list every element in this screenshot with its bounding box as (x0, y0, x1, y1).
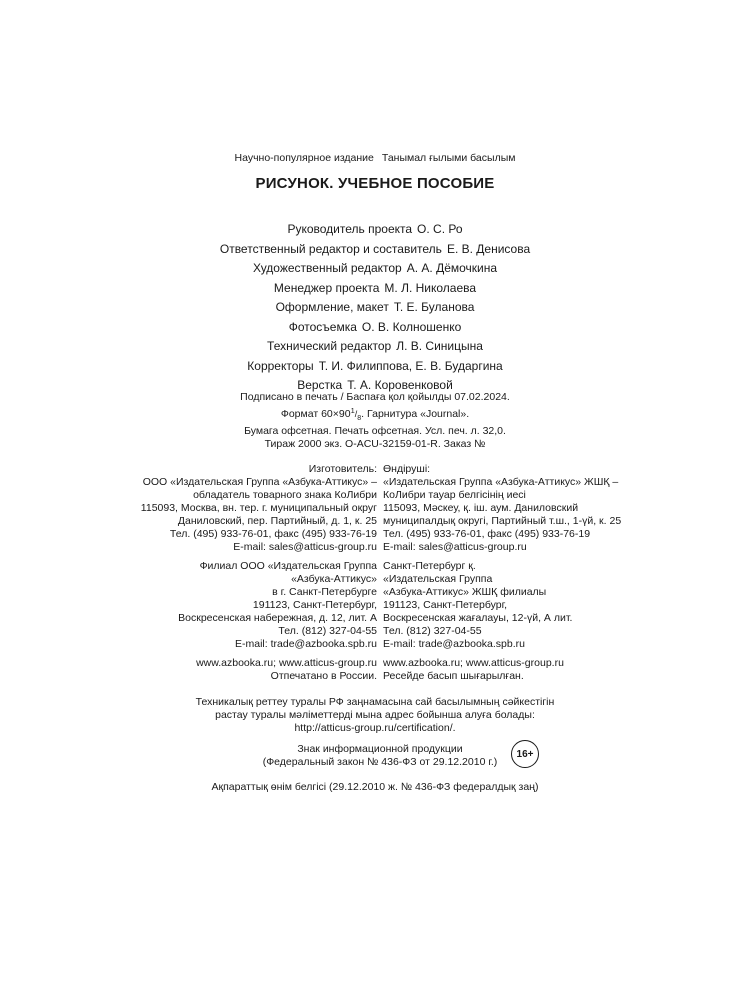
info-sign-block (255, 743, 505, 769)
staff-list (0, 220, 750, 396)
techreg-line: Техникалық реттеу туралы РФ заңнамасына сай басылымның сәйкестігін (195, 696, 555, 708)
websites-kz (383, 657, 564, 683)
manufacturer-ru-line: обладатель товарного знака КоЛибри (193, 489, 377, 501)
staff-role: Оформление, макет (275, 300, 389, 314)
branch-ru (178, 560, 377, 651)
staff-name: М. Л. Николаева (384, 280, 477, 295)
publishing-info (0, 391, 750, 451)
staff-role: Менеджер проекта (273, 280, 380, 295)
branch-ru-line: Филиал ООО «Издательская Группа (199, 560, 377, 572)
branch-kz-line: Санкт-Петербург қ. (383, 560, 476, 572)
kz-info-sign: Ақпараттық өнім белгісі (29.12.2010 ж. № 436-ФЗ федералдық заң) (211, 781, 539, 793)
staff-role: Ответственный редактор и составитель (219, 241, 442, 256)
printed-kz-line: Ресейде басып шығарылған. (383, 670, 524, 682)
manufacturer-ru-email: E-mail: sales@atticus-group.ru (233, 541, 377, 553)
paper-line: Бумага офсетная. Печать офсетная. Усл. печ. л. 32,0. (244, 424, 506, 437)
staff-role: Корректоры (247, 358, 314, 373)
staff-name: А. А. Дёмочкина (406, 261, 498, 275)
manufacturer-kz-line: 115093, Мәскеу, қ. іш. аум. Даниловский (383, 502, 579, 514)
techreg-block (0, 696, 750, 735)
websites-ru-line: www.azbooka.ru; www.atticus-group.ru (196, 657, 377, 669)
run-line: Тираж 2000 экз. O-ACU-32159-01-R. Заказ № (264, 437, 486, 450)
staff-name: Т. Е. Буланова (393, 300, 475, 314)
branch-kz-line: Воскресенская жағалауы, 12-үй, А лит. (383, 612, 573, 624)
signed-line: Подписано в печать / Баспаға қол қойылды 07.02.2024. (240, 391, 510, 403)
branch-ru-line: Тел. (812) 327-04-55 (278, 625, 377, 637)
staff-row (0, 298, 750, 318)
staff-role: Художественный редактор (252, 261, 402, 275)
certification-link: http://atticus-group.ru/certification/. (294, 722, 456, 734)
staff-row (0, 220, 750, 240)
manufacturer-kz-line: «Издательская Группа «Азбука-Аттикус» ЖШҚ – (383, 476, 619, 488)
staff-role: Технический редактор (267, 339, 392, 353)
staff-role: Фотосъемка (288, 319, 357, 334)
manufacturer-kz-line: КоЛибри тауар белгісінің иесі (383, 489, 526, 501)
manufacturer-ru-line: ООО «Издательская Группа «Азбука-Аттикус» – (142, 476, 377, 488)
manufacturer-kz-email: E-mail: sales@atticus-group.ru (383, 541, 527, 553)
manufacturer-kz-line: Өндіруші: (383, 463, 431, 475)
format-line: Формат $60\times 90^1/_8$. Гарнитура «Journal». (280, 406, 470, 422)
techreg-line: растау туралы мәліметтерді мына адрес бойынша алуға болады: (215, 709, 535, 721)
staff-row (0, 259, 750, 279)
edition-ru: Научно-популярное издание (234, 152, 374, 164)
manufacturer-kz-line: Тел. (495) 933-76-01, факс (495) 933-76-19 (383, 528, 591, 540)
staff-row (0, 240, 750, 260)
staff-row (0, 318, 750, 338)
websites-ru (196, 657, 377, 683)
branch-ru-line: 191123, Санкт-Петербург, (252, 599, 377, 611)
staff-name: Т. И. Филиппова, Е. В. Бударгина (318, 358, 503, 373)
manufacturer-kz (383, 463, 621, 554)
staff-row (0, 337, 750, 357)
branch-kz-line: «Издательская Группа (383, 573, 493, 585)
branch-kz-email: E-mail: trade@azbooka.spb.ru (383, 638, 525, 650)
branch-kz (383, 560, 572, 651)
manufacturer-ru (141, 463, 377, 554)
book-title: РИСУНОК. УЧЕБНОЕ ПОСОБИЕ (255, 175, 495, 192)
manufacturer-ru-line: Даниловский, пер. Партийный, д. 1, к. 25 (177, 515, 377, 527)
staff-name: Е. В. Денисова (446, 241, 531, 256)
staff-name: Т. А. Коровенковой (347, 378, 453, 392)
branch-ru-email: E-mail: trade@azbooka.spb.ru (235, 638, 377, 650)
branch-kz-line: 191123, Санкт-Петербург, (383, 599, 508, 611)
manufacturer-kz-line: муниципалдық округі, Партийный т.ш., 1-үй, к. 25 (383, 515, 622, 527)
websites-kz-line: www.azbooka.ru; www.atticus-group.ru (383, 657, 564, 669)
format-fraction: $^1/_8$ (350, 406, 362, 422)
manufacturer-ru-line: Тел. (495) 933-76-01, факс (495) 933-76-19 (169, 528, 377, 540)
printed-ru-line: Отпечатано в России. (270, 670, 377, 682)
info-sign-line1: Знак информационной продукции (297, 743, 463, 755)
staff-name: О. В. Колношенко (361, 319, 462, 334)
staff-row (0, 279, 750, 299)
edition-line (0, 152, 750, 164)
branch-ru-line: «Азбука-Аттикус» (291, 573, 377, 585)
branch-ru-line: в г. Санкт-Петербурге (272, 586, 377, 598)
manufacturer-ru-line: 115093, Москва, вн. тер. г. муниципальный округ (140, 502, 377, 514)
staff-row (0, 357, 750, 377)
branch-ru-line: Воскресенская набережная, д. 12, лит. А (178, 612, 377, 624)
staff-name: Л. В. Синицына (396, 339, 483, 353)
staff-role: Руководитель проекта (287, 222, 413, 236)
staff-name: О. С. Ро (417, 222, 463, 236)
branch-kz-line: «Азбука-Аттикус» ЖШҚ филиалы (383, 586, 547, 598)
staff-role: Верстка (297, 378, 343, 392)
branch-kz-line: Тел. (812) 327-04-55 (383, 625, 482, 637)
edition-kz: Танымал ғылыми басылым (381, 152, 516, 164)
manufacturer-ru-line: Изготовитель: (308, 463, 377, 475)
age-rating-badge: 16+ (511, 740, 539, 768)
info-sign-line2: (Федеральный закон № 436-ФЗ от 29.12.2010 г.) (262, 756, 498, 768)
